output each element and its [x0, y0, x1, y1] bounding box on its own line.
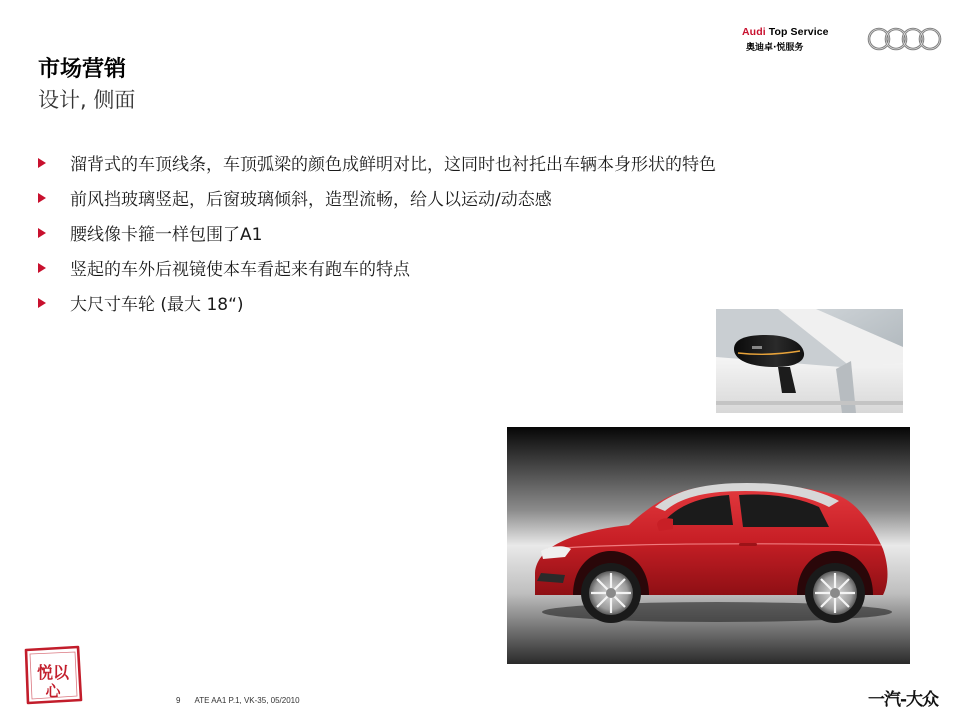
brand-name: [742, 26, 846, 38]
bullet-text: 腰线像卡箍一样包围了A1: [70, 225, 263, 245]
brand-block: [742, 26, 846, 53]
triangle-bullet-icon: [38, 228, 46, 238]
brand-name-cn: 奥迪卓·悦服务: [746, 43, 804, 53]
brand-prefix: Audi: [742, 26, 766, 38]
slide-title: 市场营销: [38, 57, 127, 82]
bullet-list: [38, 145, 918, 320]
bullet-item: [38, 145, 918, 180]
brand-suffix: Top Service: [765, 26, 829, 38]
svg-text:心: 心: [45, 682, 61, 700]
triangle-bullet-icon: [38, 263, 46, 273]
triangle-bullet-icon: [38, 298, 46, 308]
triangle-bullet-icon: [38, 158, 46, 168]
seal-stamp-icon: [22, 644, 84, 706]
bullet-text: 大尺寸车轮 (最大 18“): [70, 295, 244, 315]
footer-meta: [176, 696, 300, 705]
slide-subtitle: 设计, 侧面: [38, 88, 136, 112]
bullet-item: [38, 250, 918, 285]
svg-text:悦以: 悦以: [36, 663, 70, 682]
bullet-text: 前风挡玻璃竖起，后窗玻璃倾斜，造型流畅，给人以运动/动态感: [70, 190, 552, 210]
bullet-item: [38, 180, 918, 215]
bullet-item: [38, 215, 918, 250]
document-reference: ATE AA1 P.1, VK-35, 05/2010: [194, 696, 300, 705]
bullet-text: 竖起的车外后视镜使本车看起来有跑车的特点: [70, 260, 410, 280]
side-mirror-photo: [716, 309, 903, 413]
page-number: 9: [176, 696, 181, 705]
audi-four-rings-icon: [866, 24, 946, 54]
red-audi-a1-side-photo: [507, 427, 910, 664]
partner-logo: 一汽-大众: [868, 690, 939, 710]
bullet-text: 溜背式的车顶线条，车顶弧梁的颜色成鲜明对比，这同时也衬托出车辆本身形状的特色: [70, 155, 716, 175]
triangle-bullet-icon: [38, 193, 46, 203]
